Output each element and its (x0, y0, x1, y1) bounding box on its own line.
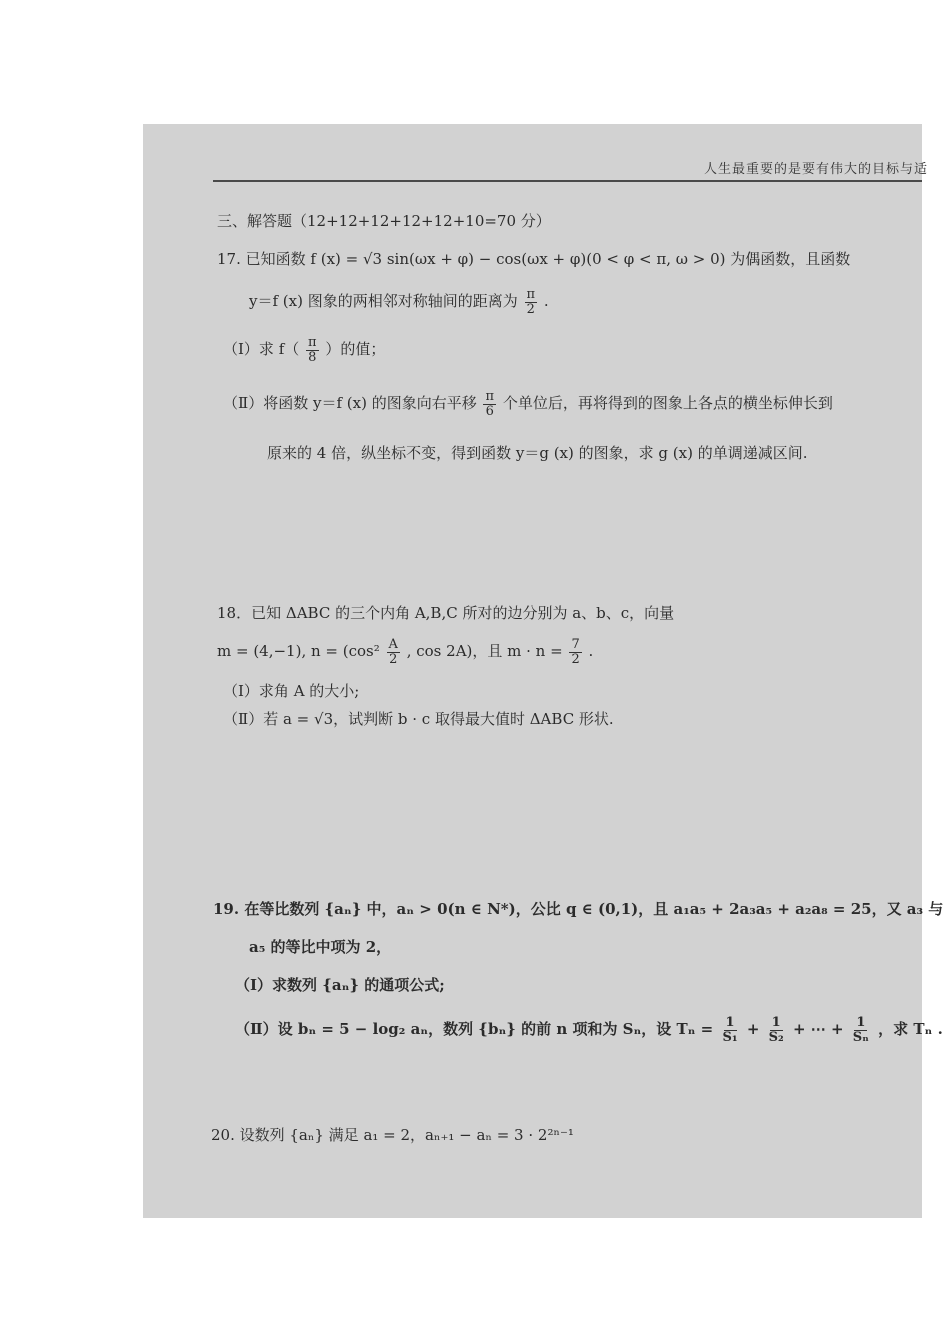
fraction-numerator: 1 (856, 1015, 866, 1030)
q19-part2-text: （Ⅱ）设 bₙ = 5 − log₂ aₙ，数列 {bₙ} 的前 n 项和为 Sₙ，设 Tₙ = (235, 1020, 714, 1039)
q18-stem-end: . (588, 642, 594, 661)
fraction-denominator: 2 (571, 651, 580, 667)
fraction-numerator: 7 (571, 637, 580, 652)
fraction-1-over-S2 (767, 1016, 786, 1044)
fraction-7-over-2 (569, 638, 581, 666)
q18-part1: （Ⅰ）求角 A 的大小; (223, 682, 360, 700)
fraction-pi-over-2 (525, 288, 538, 316)
q17-stem-line2 (249, 288, 549, 316)
section-title: 三、解答题（12+12+12+12+12+10=70 分） (217, 212, 551, 230)
q17-part1-end: ）的值； (325, 340, 386, 359)
exam-sheet (143, 124, 944, 1218)
ellipsis-sum: + ⋯ + (792, 1020, 844, 1039)
q17-part1-text: （Ⅰ）求 f（ (223, 340, 300, 359)
plus-sign: + (746, 1020, 760, 1039)
q17-part1 (223, 336, 385, 364)
fraction-denominator: 2 (526, 301, 535, 317)
q19-part2 (235, 1016, 943, 1044)
header-motto: 人生最重要的是要有伟大的目标与适 (703, 162, 928, 177)
fraction-1-over-S1 (721, 1016, 740, 1044)
q18-vectors-text: m = (4,−1), n = (cos² (217, 642, 380, 661)
q18-stem-line1: 18．已知 ΔABC 的三个内角 A,B,C 所对的边分别为 a、b、c，向量 (217, 604, 675, 622)
q17-stem-line2-text: y＝f (x) 图象的两相邻对称轴间的距离为 (249, 292, 518, 311)
fraction-pi-over-8 (306, 336, 319, 364)
q20-stem: 20. 设数列 {aₙ} 满足 a₁ = 2，aₙ₊₁ − aₙ = 3 · 2²ⁿ⁻¹ (211, 1126, 574, 1144)
q18-stem-line2 (217, 638, 593, 666)
q19-part1: （Ⅰ）求数列 {aₙ} 的通项公式; (235, 976, 445, 994)
q17-stem-line1: 17. 已知函数 f (x) = √3 sin(ωx + φ) − cos(ωx + φ)(0 < φ < π, ω > 0) 为偶函数，且函数 (217, 250, 851, 268)
q17-part2-line2: 原来的 4 倍，纵坐标不变，得到函数 y＝g (x) 的图象，求 g (x) 的单调递减区间. (267, 444, 808, 462)
fraction-1-over-Sn (851, 1016, 871, 1044)
q18-part2: （Ⅱ）若 a = √3，试判断 b · c 取得最大值时 ΔABC 形状. (223, 710, 614, 728)
q17-part2-text-cont: 个单位后，再将得到的图象上各点的横坐标伸长到 (502, 394, 833, 413)
fraction-denominator: 8 (308, 349, 317, 365)
fraction-pi-over-6 (483, 390, 496, 418)
fraction-numerator: 1 (725, 1015, 735, 1030)
q17-part2 (223, 390, 833, 418)
q19-stem-line2: a₅ 的等比中项为 2， (249, 938, 392, 956)
fraction-denominator: 2 (389, 651, 398, 667)
q17-part2-text: （Ⅱ）将函数 y＝f (x) 的图象向右平移 (223, 394, 477, 413)
fraction-numerator: 1 (771, 1015, 781, 1030)
fraction-denominator: Sₙ (852, 1029, 869, 1045)
q17-stem-line2-end: . (543, 292, 549, 311)
fraction-denominator: 6 (485, 403, 494, 419)
fraction-numerator: π (485, 389, 495, 404)
fraction-denominator: S₁ (722, 1029, 738, 1045)
fraction-A-over-2 (387, 638, 400, 666)
fraction-numerator: π (308, 335, 317, 350)
header-rule (213, 180, 922, 182)
fraction-numerator: A (388, 637, 398, 652)
fraction-numerator: π (526, 287, 536, 302)
q19-stem-line1: 19. 在等比数列 {aₙ} 中，aₙ > 0(n ∈ N*)，公比 q ∈ (0,1)，且 a₁a₅ + 2a₃a₅ + a₂a₈ = 25，又 a₃ 与 (213, 900, 944, 918)
fraction-denominator: S₂ (768, 1029, 784, 1045)
q18-dot-product-text: , cos 2A)，且 m · n = (406, 642, 563, 661)
q19-part2-end: ，求 Tₙ . (878, 1020, 943, 1039)
